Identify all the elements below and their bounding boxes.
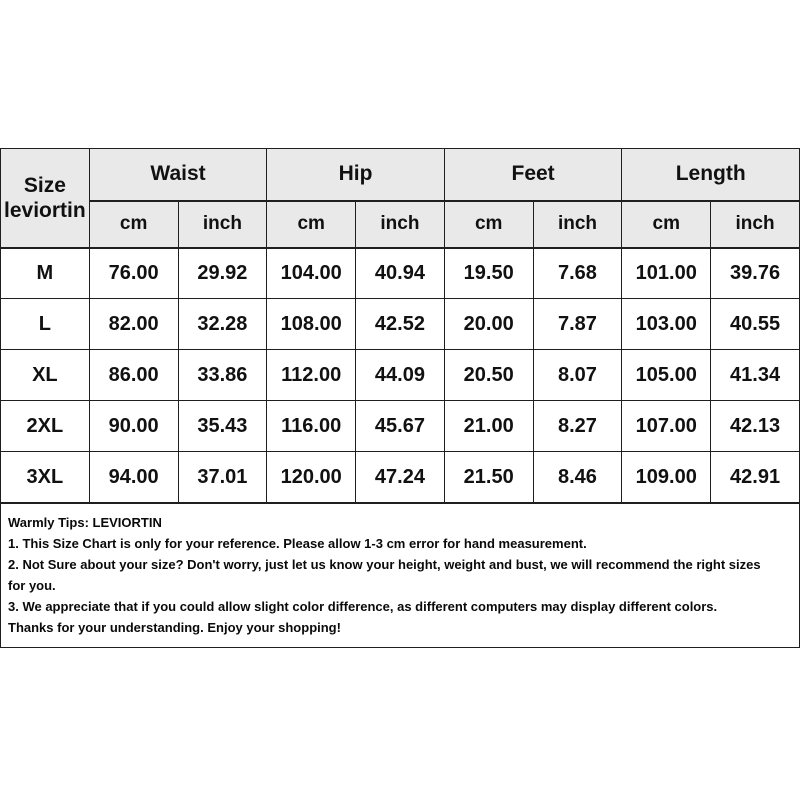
value-cell: 112.00	[267, 350, 356, 401]
value-cell: 32.28	[178, 299, 267, 350]
value-cell: 44.09	[356, 350, 445, 401]
value-cell: 37.01	[178, 452, 267, 503]
size-header-cell	[1, 149, 90, 248]
unit-cell-length-inch: inch	[711, 201, 800, 248]
value-cell: 94.00	[89, 452, 178, 503]
size-header-label: Size	[23, 173, 66, 197]
table-row-2xl	[1, 401, 800, 452]
tips-closing: Thanks for your understanding. Enjoy your shopping!	[8, 620, 341, 635]
size-cell: XL	[1, 350, 90, 401]
value-cell: 35.43	[178, 401, 267, 452]
tips-box	[0, 503, 800, 648]
value-cell: 39.76	[711, 248, 800, 299]
size-cell: L	[1, 299, 90, 350]
group-header-length: Length	[622, 149, 800, 201]
table-body	[1, 248, 800, 503]
value-cell: 90.00	[89, 401, 178, 452]
value-cell: 76.00	[89, 248, 178, 299]
value-cell: 33.86	[178, 350, 267, 401]
size-cell: M	[1, 248, 90, 299]
brand-label: leviortin	[4, 198, 86, 222]
value-cell: 40.94	[356, 248, 445, 299]
value-cell: 47.24	[356, 452, 445, 503]
tips-title: Warmly Tips: LEVIORTIN	[8, 515, 162, 530]
table-header	[1, 149, 800, 248]
value-cell: 40.55	[711, 299, 800, 350]
value-cell: 19.50	[444, 248, 533, 299]
value-cell: 104.00	[267, 248, 356, 299]
size-cell: 2XL	[1, 401, 90, 452]
size-cell: 3XL	[1, 452, 90, 503]
table-row-xl	[1, 350, 800, 401]
value-cell: 108.00	[267, 299, 356, 350]
tips-line-2-wrap: for you.	[8, 578, 56, 593]
value-cell: 8.46	[533, 452, 622, 503]
value-cell: 20.50	[444, 350, 533, 401]
value-cell: 41.34	[711, 350, 800, 401]
table-row-l	[1, 299, 800, 350]
value-cell: 20.00	[444, 299, 533, 350]
unit-header-row	[1, 201, 800, 248]
table-row-3xl	[1, 452, 800, 503]
value-cell: 82.00	[89, 299, 178, 350]
unit-cell-feet-cm: cm	[444, 201, 533, 248]
value-cell: 7.68	[533, 248, 622, 299]
table-row-m	[1, 248, 800, 299]
value-cell: 8.07	[533, 350, 622, 401]
group-header-hip: Hip	[267, 149, 445, 201]
tips-line-3: 3. We appreciate that if you could allow slight color difference, as different computers may display different colors.	[8, 599, 718, 614]
group-header-feet: Feet	[444, 149, 622, 201]
value-cell: 101.00	[622, 248, 711, 299]
value-cell: 42.52	[356, 299, 445, 350]
value-cell: 7.87	[533, 299, 622, 350]
unit-cell-hip-inch: inch	[356, 201, 445, 248]
value-cell: 8.27	[533, 401, 622, 452]
value-cell: 42.13	[711, 401, 800, 452]
group-header-row	[1, 149, 800, 201]
tips-line-1: 1. This Size Chart is only for your reference. Please allow 1-3 cm error for hand measurement.	[8, 536, 587, 551]
value-cell: 109.00	[622, 452, 711, 503]
value-cell: 86.00	[89, 350, 178, 401]
value-cell: 29.92	[178, 248, 267, 299]
value-cell: 21.00	[444, 401, 533, 452]
value-cell: 103.00	[622, 299, 711, 350]
unit-cell-waist-inch: inch	[178, 201, 267, 248]
unit-cell-feet-inch: inch	[533, 201, 622, 248]
tips-line-2: 2. Not Sure about your size? Don't worry, just let us know your height, weight and bust, we will recommend the right sizes	[8, 557, 761, 572]
group-header-waist: Waist	[89, 149, 267, 201]
value-cell: 120.00	[267, 452, 356, 503]
unit-cell-waist-cm: cm	[89, 201, 178, 248]
value-cell: 21.50	[444, 452, 533, 503]
size-chart-table	[0, 148, 800, 503]
value-cell: 105.00	[622, 350, 711, 401]
unit-cell-hip-cm: cm	[267, 201, 356, 248]
value-cell: 42.91	[711, 452, 800, 503]
value-cell: 116.00	[267, 401, 356, 452]
unit-cell-length-cm: cm	[622, 201, 711, 248]
value-cell: 45.67	[356, 401, 445, 452]
value-cell: 107.00	[622, 401, 711, 452]
